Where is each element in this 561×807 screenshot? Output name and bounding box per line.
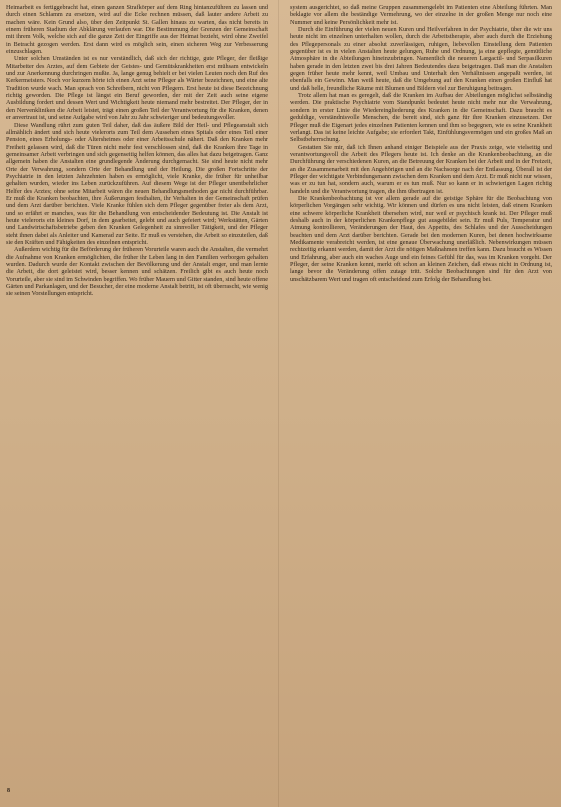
column-gutter	[278, 0, 279, 807]
paragraph: Außerdem wichtig für die Beförderung der früheren Vorurteile waren auch die Anstalten, die vermehrt die Aufnahme von Kranken ermöglichten, die früher ihr Leben lang in den Familien verborgen gehalten wurden. Dadurch wurde der Kontakt zwischen der Bevölkerung und der Anstalt enger, und man lernte die Arbeit, die dort geleistet wird, besser kennen und schätzen. Freilich gibt es auch heute noch Vorurteile, aber sie sind im Schwinden begriffen. Wo früher Mauern und Gitter standen, sind heute offene Gärten und Parkanlagen, und der Besucher, der eine moderne Anstalt betritt, ist oft überrascht, wie wenig sie seinen Vorstellungen entspricht.	[6, 246, 268, 298]
paragraph: Heimarbeit es fertiggebracht hat, einen ganzen Strafkörper auf dem Ring hintanzuführen zu lassen und durch einen Schlamm zu ersetzen, wird auf die Ecke rechnen müssen, daß lauter andere Arbeit zu machen wäre. Kein Grund also, über den Zeitpunkt St. Gallen hinaus zu warten, das nicht bereits in einem früheren Stadium der Abklärung verlaufen war. Die Bestimmung der Grenzen der Gemeinschaft mit ihrem Volk, welche sich auf die ganze Zeit der Eingriffe aus der Heimat bezieht, wird ohne Zweifel in Betracht gezogen werden. Erst dann wird es möglich sein, einen sicheren Weg zur Verbesserung einzuschlagen.	[6, 4, 268, 56]
right-column	[290, 4, 552, 794]
paragraph: Durch die Einführung der vielen neuen Kuren und Heilverfahren in der Psychiatrie, über die wir uns heute nicht im einzelnen unterhalten wollen, durch die Arbeitstherapie, aber auch durch die Erziehung des Pflegepersonals zu einer absolut zuverlässigen, ruhigen, liebevollen Einstellung dem Patienten gegenüber ist es in vielen Anstalten heute gelungen, Ruhe und Ordnung, ja eine gepflegte, gemütliche Atmosphäre in die Abteilungen hineinzubringen. Namentlich die neueren Largactil- und Serpasilkuren haben gerade in den letzten zwei bis drei Jahren Bedeutendes dazu beigetragen. Daß man die Anstalten gegen früher heute mehr kennt, weil Umbau und Unterhalt den Verhältnissen angepaßt werden, ist ebenfalls ein Gewinn. Man weiß heute, daß die Umgebung auf den Kranken einen großen Einfluß hat und daß helle, freundliche Räume mit Blumen und Bildern viel zur Beruhigung beitragen.	[290, 26, 552, 92]
page-number: 8	[7, 788, 10, 794]
paragraph: Diese Wandlung rührt zum guten Teil daher, daß das äußere Bild der Heil- und Pflegeanstalt sich allmählich ändert und sich heute vielerorts zum Teil dem Aussehen eines Spitals oder eines Teil einer Pension, eines Erholungs- oder Altersheimes oder einer Arbeitsschule nähert. Daß den Kranken mehr Freiheit gelassen wird, daß die Türen nicht mehr fest verschlossen sind, daß die Kranken ihre Tage in gemeinsamer Arbeit verbringen und sich gegenseitig helfen können, das alles hat dazu beigetragen. Ganz allgemein haben die Anstalten eine grundlegende Änderung durchgemacht. Sie sind heute nicht mehr Orte der Verwahrung, sondern Orte der Behandlung und der Heilung. Die großen Fortschritte der Psychiatrie in den letzten Jahrzehnten haben es ermöglicht, viele Kranke, die früher für unheilbar gehalten wurden, wieder ins Leben zurückzuführen. Auf diesem Wege ist der Pfleger unentbehrlicher Helfer des Arztes; ohne seine Mitarbeit wären die neuen Behandlungsmethoden gar nicht durchführbar. Er muß die Kranken beobachten, ihre Äußerungen festhalten, ihr Verhalten in der Gemeinschaft prüfen und dem Arzt darüber berichten. Viele Kranke fühlen sich dem Pfleger gegenüber freier als dem Arzt, und so erfährt er manches, was für die Behandlung von entscheidender Bedeutung ist. Die Anstalt ist heute vielerorts ein kleines Dorf, in dem gearbeitet, gelebt und auch gefeiert wird; Werkstätten, Gärten und Landwirtschaftsbetriebe geben den Kranken Gelegenheit zu sinnvoller Tätigkeit, und der Pfleger steht ihnen dabei als Anleiter und Kamerad zur Seite. Er muß es verstehen, die Arbeit so einzuteilen, daß sie den Kräften und Fähigkeiten des einzelnen entspricht.	[6, 121, 268, 246]
left-column	[6, 4, 268, 794]
paragraph: Trotz allem hat man es geregelt, daß die Kranken im Aufbau der Abteilungen möglichst selbständig werden. Die praktische Psychiatrie vom Standpunkt bedeutet heute nicht mehr nur die Verwahrung, sondern in erster Linie die Wiedereingliederung des Kranken in die Gemeinschaft. Dazu braucht es geduldige, verständnisvolle Menschen, die bereit sind, sich ganz für ihre Kranken einzusetzen. Der Pfleger muß die Eigenart jedes einzelnen Patienten kennen und ihm so begegnen, wie es seine Krankheit verlangt. Das ist keine leichte Aufgabe; sie erfordert Takt, Einfühlungsvermögen und ein großes Maß an Selbstbeherrschung.	[290, 92, 552, 144]
paragraph: Unter solchen Umständen ist es nur verständlich, daß sich der richtige, gute Pfleger, der fleißige Mitarbeiter des Arztes, auf dem Gebiete der Geistes- und Gemütskrankheiten erst mühsam entwickeln und zur Anerkennung durchringen mußte. Ja, lange genug behielt er bei vielen Leuten noch den Ruf des Kerkermeisters. Noch vor kurzem hörte ich einen Arzt seine Pfleger als Wärter bezeichnen, und eine alte Tradition wurde wach. Man sprach von Schreibern, nicht von Pflegern. Erst heute ist diese Bezeichnung richtig geworden. Die Pflege ist längst ein Beruf geworden, der mit der Zeit auch seine eigene Ausbildung fordert und dessen Wert und Wichtigkeit heute niemand mehr bestreitet. Der Pfleger, der in den Nervenkliniken die Arbeit leistet, trägt einen großen Teil der Verantwortung für die Kranken, denen er anvertraut ist, und seine Aufgabe wird von Jahr zu Jahr schwieriger und bedeutungsvoller.	[6, 55, 268, 122]
paragraph: system ausgerichtet, so daß meine Gruppen zusammengelebt im Patienten eine Abteilung führten. Man beklagte vor allem die beständige Vermehrung, wo der einzelne in der großen Menge nur noch eine Nummer und keine Persönlichkeit mehr ist.	[290, 4, 552, 26]
paragraph: Die Krankenbeobachtung ist vor allem gerade auf die geistige Sphäre für die Beobachtung von körperlichen Vorgängen sehr wichtig. Wir können und dürfen es uns nicht leisten, daß einem Kranken eine schwere körperliche Krankheit übersehen wird, nur weil er psychisch krank ist. Der Pfleger muß deshalb auch in der körperlichen Krankenpflege gut ausgebildet sein. Er muß Puls, Temperatur und Atmung kontrollieren, Veränderungen der Haut, des Appetits, des Schlafes und der Ausscheidungen beachten und dem Arzt darüber berichten. Gerade bei den modernen Kuren, bei denen hochwirksame Medikamente verabreicht werden, ist eine genaue Überwachung unerläßlich. Nebenwirkungen müssen rechtzeitig erkannt werden, damit der Arzt die nötigen Maßnahmen treffen kann. Dazu braucht es Wissen und Erfahrung, aber auch ein waches Auge und ein feines Gefühl für das, was im Kranken vorgeht. Der Pfleger, der seine Kranken kennt, merkt oft schon an kleinen Zeichen, daß etwas nicht in Ordnung ist, lange bevor die Veränderung offen zutage tritt. Solche Beobachtungen sind für den Arzt von unschätzbarem Wert und tragen oft entscheidend zum Erfolg der Behandlung bei.	[290, 194, 552, 283]
paragraph: Gestatten Sie mir, daß ich Ihnen anhand einiger Beispiele aus der Praxis zeige, wie vielseitig und verantwortungsvoll die Arbeit des Pflegers heute ist. Ich denke an die Krankenbeobachtung, an die Durchführung der verschiedenen Kuren, an die Betreuung der Kranken bei der Arbeit und in der Freizeit, an die Zusammenarbeit mit den Angehörigen und an die Nachsorge nach der Entlassung. Überall ist der Pfleger der wichtigste Verbindungsmann zwischen dem Kranken und dem Arzt. Er muß nicht nur wissen, was er zu tun hat, sondern auch, warum er es tun muß. Nur so kann er in schwierigen Lagen richtig handeln und die Verantwortung tragen, die ihm übertragen ist.	[290, 143, 552, 195]
